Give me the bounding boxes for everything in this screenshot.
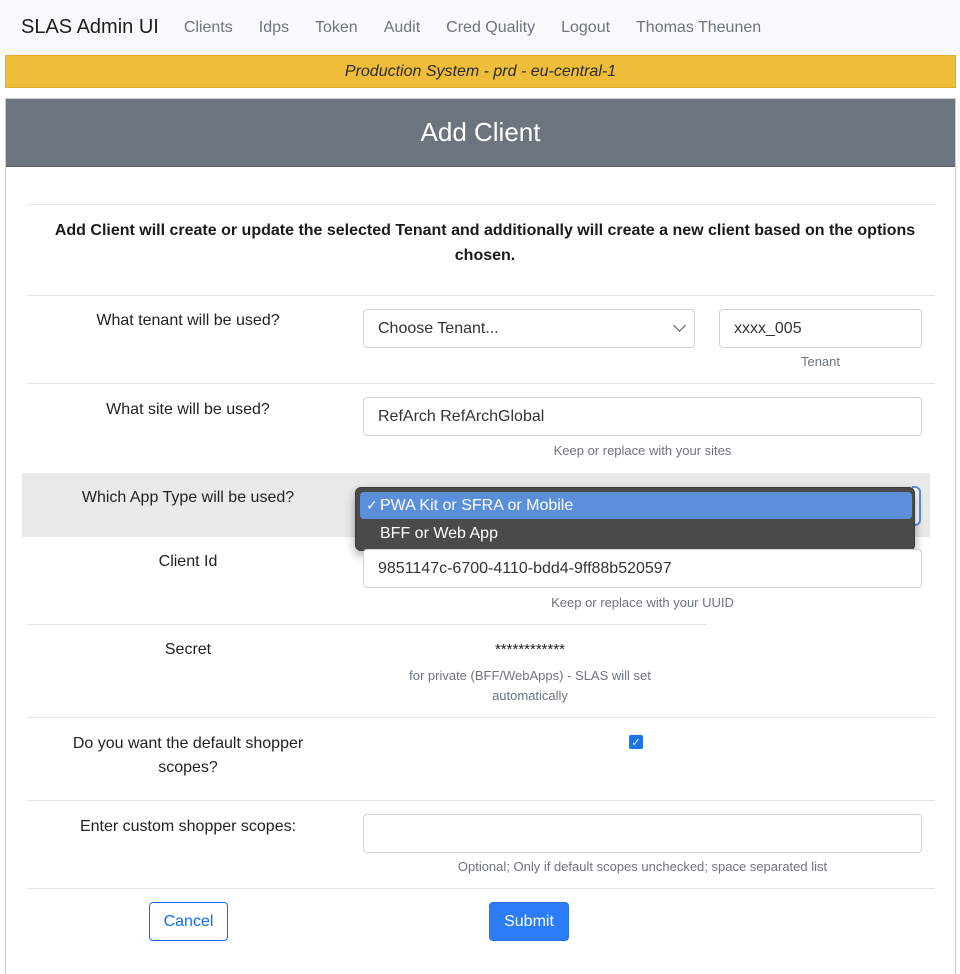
app-type-label: Which App Type will be used?	[81, 489, 295, 506]
environment-banner: Production System - prd - eu-central-1	[5, 55, 956, 88]
custom-scopes-help: Optional; Only if default scopes unchecked; space separated list	[457, 859, 828, 874]
nav-audit[interactable]: Audit	[383, 18, 421, 36]
tenant-help: Tenant	[800, 354, 841, 369]
app-type-dropdown	[355, 487, 915, 551]
card-title: Add Client	[6, 99, 955, 167]
tenant-select-value: Choose Tenant...	[378, 319, 499, 337]
divider	[27, 624, 707, 625]
brand-title[interactable]: SLAS Admin UI	[21, 16, 159, 38]
submit-button[interactable]: Submit	[489, 902, 569, 941]
site-input[interactable]	[363, 397, 922, 436]
cancel-button[interactable]: Cancel	[149, 902, 228, 941]
default-scopes-label: Do you want the default shopper scopes?	[72, 735, 304, 776]
divider	[27, 888, 935, 889]
app-type-option-bff[interactable]	[360, 520, 912, 547]
nav-idps[interactable]: Idps	[258, 18, 289, 36]
divider	[27, 295, 935, 296]
client-id-value: 9851147c-6700-4110-bdd4-9ff88b520597	[378, 559, 672, 577]
tenant-input[interactable]	[719, 309, 922, 348]
divider	[27, 204, 935, 205]
client-id-input[interactable]	[363, 549, 922, 588]
intro-text: Add Client will create or update the selected Tenant and additionally will create a new client based on the options chosen.	[54, 222, 916, 264]
site-help: Keep or replace with your sites	[553, 443, 732, 458]
nav-token[interactable]: Token	[315, 18, 358, 36]
custom-scopes-input[interactable]	[363, 814, 922, 853]
site-label: What site will be used?	[106, 401, 270, 418]
option-label: BFF or Web App	[380, 524, 498, 542]
checkmark-icon: ✓	[366, 497, 378, 513]
tenant-select[interactable]	[363, 309, 695, 348]
nav-user[interactable]: Thomas Theunen	[636, 18, 762, 36]
secret-value: ************	[494, 641, 566, 658]
default-scopes-checkbox[interactable]: ✓	[629, 735, 643, 749]
app-type-option-pwa[interactable]	[360, 492, 912, 519]
option-label: PWA Kit or SFRA or Mobile	[380, 496, 574, 514]
tenant-label: What tenant will be used?	[96, 312, 280, 329]
top-navbar	[0, 0, 960, 55]
divider	[27, 383, 935, 384]
tenant-input-value: xxxx_005	[734, 319, 802, 337]
client-id-help: Keep or replace with your UUID	[551, 595, 734, 610]
custom-scopes-label: Enter custom shopper scopes:	[79, 818, 297, 835]
nav-logout[interactable]: Logout	[561, 18, 611, 36]
site-input-value: RefArch RefArchGlobal	[378, 407, 545, 425]
secret-label: Secret	[164, 641, 212, 658]
divider	[27, 717, 935, 718]
divider	[27, 800, 935, 801]
nav-clients[interactable]: Clients	[183, 18, 233, 36]
nav-cred-quality[interactable]: Cred Quality	[446, 18, 536, 36]
client-id-label: Client Id	[158, 553, 218, 570]
secret-help: for private (BFF/WebApps) - SLAS will set automatically	[409, 668, 651, 703]
chevron-down-icon	[673, 319, 686, 332]
